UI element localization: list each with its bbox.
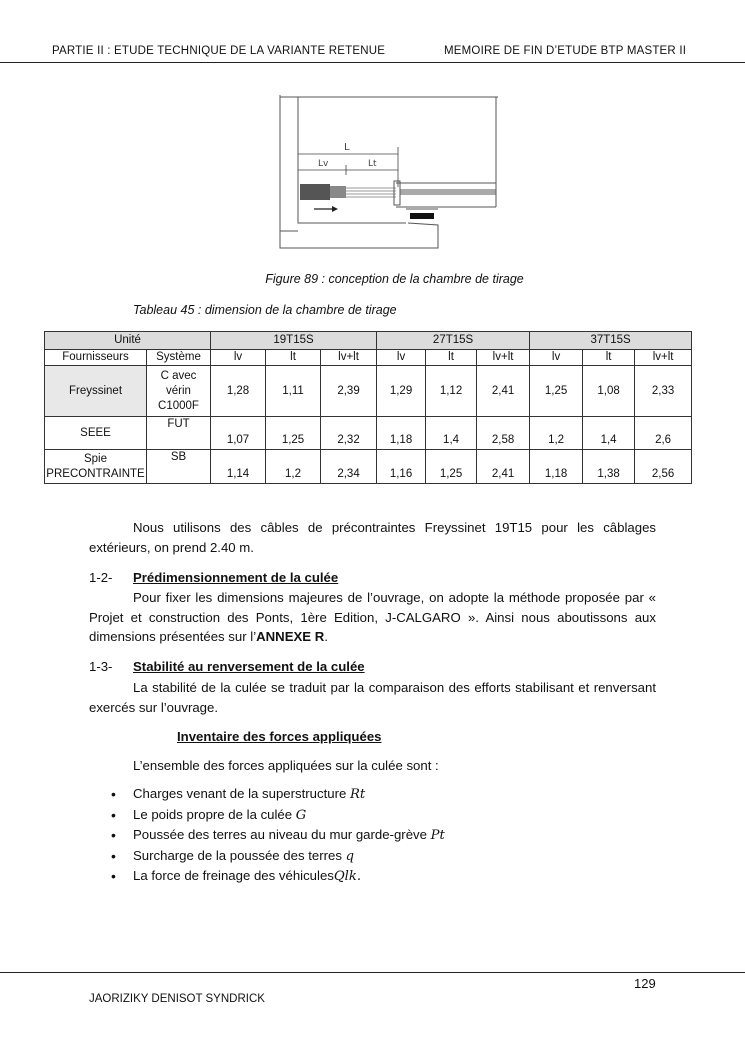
chamber-diagram (278, 95, 500, 250)
supplier-cell: SEEE (45, 417, 147, 450)
label-L: L (344, 142, 350, 153)
label-Lv: Lv (318, 159, 329, 169)
value-cell: 2,6 (635, 417, 692, 450)
s2-text: La stabilité de la culée se traduit par la comparaison des efforts stabilisant et renversant exercés sur l’ouvrage. (89, 680, 656, 715)
supplier-header: Fournisseurs (45, 350, 147, 366)
value-cell: 2,41 (477, 366, 530, 417)
force-symbol: Pt (430, 828, 445, 843)
supplier-cell: Freyssinet (45, 366, 147, 417)
value-cell: 1,08 (583, 366, 635, 417)
table-caption: Tableau 45 : dimension de la chambre de tirage (133, 303, 397, 317)
subheader-cell: lt (426, 350, 477, 366)
section-1-2-heading (89, 570, 338, 585)
label-Lt: Lt (368, 159, 377, 169)
table-subheader-row (45, 350, 692, 366)
table-header-row (45, 332, 692, 350)
value-cell: 1,12 (426, 366, 477, 417)
value-cell: 1,11 (266, 366, 321, 417)
table-row (45, 366, 692, 417)
subheader-cell: lv+lt (321, 350, 377, 366)
section-1-2-paragraph (89, 588, 656, 647)
header-right-title: MEMOIRE DE FIN D’ETUDE BTP MASTER II (444, 45, 687, 57)
section-1-3-heading (89, 659, 365, 674)
s1-text-end: . (324, 629, 328, 644)
subheader-cell: lv+lt (477, 350, 530, 366)
unit-header: Unité (45, 332, 211, 350)
forces-subheading: Inventaire des forces appliquées (177, 729, 382, 744)
list-item: • Poussée des terres au niveau du mur garde-grève Pt (111, 825, 445, 846)
value-cell: 1,29 (377, 366, 426, 417)
header-divider (0, 62, 745, 63)
system-cell: SB (147, 450, 211, 484)
value-cell: 2,33 (635, 366, 692, 417)
chamber-dimension-table (44, 331, 692, 484)
value-cell: 1,25 (530, 366, 583, 417)
list-item: • Surcharge de la poussée des terres q (111, 846, 445, 867)
value-cell: 2,32 (321, 417, 377, 450)
value-cell: 1,14 (211, 450, 266, 484)
value-cell: 1,16 (377, 450, 426, 484)
value-cell: 2,58 (477, 417, 530, 450)
force-symbol: Qlk. (333, 869, 362, 884)
value-cell: 1,28 (211, 366, 266, 417)
value-cell: 2,41 (477, 450, 530, 484)
supplier-cell: Spie PRECONTRAINTE (45, 450, 147, 484)
value-cell: 2,39 (321, 366, 377, 417)
subheader-cell: lv (377, 350, 426, 366)
group-header: 27T15S (377, 332, 530, 350)
s1-text: Pour fixer les dimensions majeures de l’ouvrage, on adopte la méthode proposée par « Projet et construction des Ponts, 1ère Edition, J-CALGARO ». Ainsi nous aboutissons aux dimensions présentées sur l’ (89, 590, 656, 644)
table-row (45, 417, 692, 450)
value-cell: 1,2 (266, 450, 321, 484)
annex-ref: ANNEXE R (256, 629, 325, 644)
section-title: Stabilité au renversement de la culée (133, 659, 365, 674)
subheader-cell: lv (211, 350, 266, 366)
section-1-3-paragraph (89, 678, 656, 717)
header-left-title: PARTIE II : ETUDE TECHNIQUE DE LA VARIANTE RETENUE (52, 45, 386, 57)
intro-paragraph (89, 518, 656, 557)
section-number: 1-2- (89, 570, 113, 585)
value-cell: 1,25 (266, 417, 321, 450)
value-cell: 1,2 (530, 417, 583, 450)
forces-intro: L’ensemble des forces appliquées sur la culée sont : (133, 758, 439, 773)
value-cell: 1,07 (211, 417, 266, 450)
value-cell: 1,18 (530, 450, 583, 484)
value-cell: 1,25 (426, 450, 477, 484)
force-symbol: q (345, 848, 355, 864)
force-symbol: G (295, 807, 307, 823)
footer-author: JAORIZIKY DENISOT SYNDRICK (89, 993, 265, 1005)
intro-text: Nous utilisons des câbles de précontraintes Freyssinet 19T15 pour les câblages extérieurs, on prend 2.40 m. (89, 520, 656, 555)
group-header: 37T15S (530, 332, 692, 350)
section-title: Prédimensionnement de la culée (133, 570, 339, 585)
table-row (45, 450, 692, 484)
value-cell: 1,4 (426, 417, 477, 450)
value-cell: 1,4 (583, 417, 635, 450)
subheader-cell: lt (266, 350, 321, 366)
list-item: • La force de freinage des véhiculesQlk. (111, 866, 445, 887)
section-number: 1-3- (89, 659, 113, 674)
system-header: Système (147, 350, 211, 366)
subheader-cell: lv (530, 350, 583, 366)
group-header: 19T15S (211, 332, 377, 350)
list-item: • Le poids propre de la culée G (111, 805, 445, 826)
forces-list (111, 784, 445, 887)
list-item: • Charges venant de la superstructure Rt (111, 784, 445, 805)
subheader-cell: lt (583, 350, 635, 366)
page-number: 129 (634, 976, 656, 991)
value-cell: 2,56 (635, 450, 692, 484)
force-symbol: Rt (349, 787, 366, 802)
system-cell: C avec vérin C1000F (147, 366, 211, 417)
value-cell: 1,38 (583, 450, 635, 484)
value-cell: 2,34 (321, 450, 377, 484)
footer-divider (0, 972, 745, 973)
system-cell: FUT (147, 417, 211, 450)
value-cell: 1,18 (377, 417, 426, 450)
subheader-cell: lv+lt (635, 350, 692, 366)
figure-caption: Figure 89 : conception de la chambre de tirage (265, 272, 524, 286)
